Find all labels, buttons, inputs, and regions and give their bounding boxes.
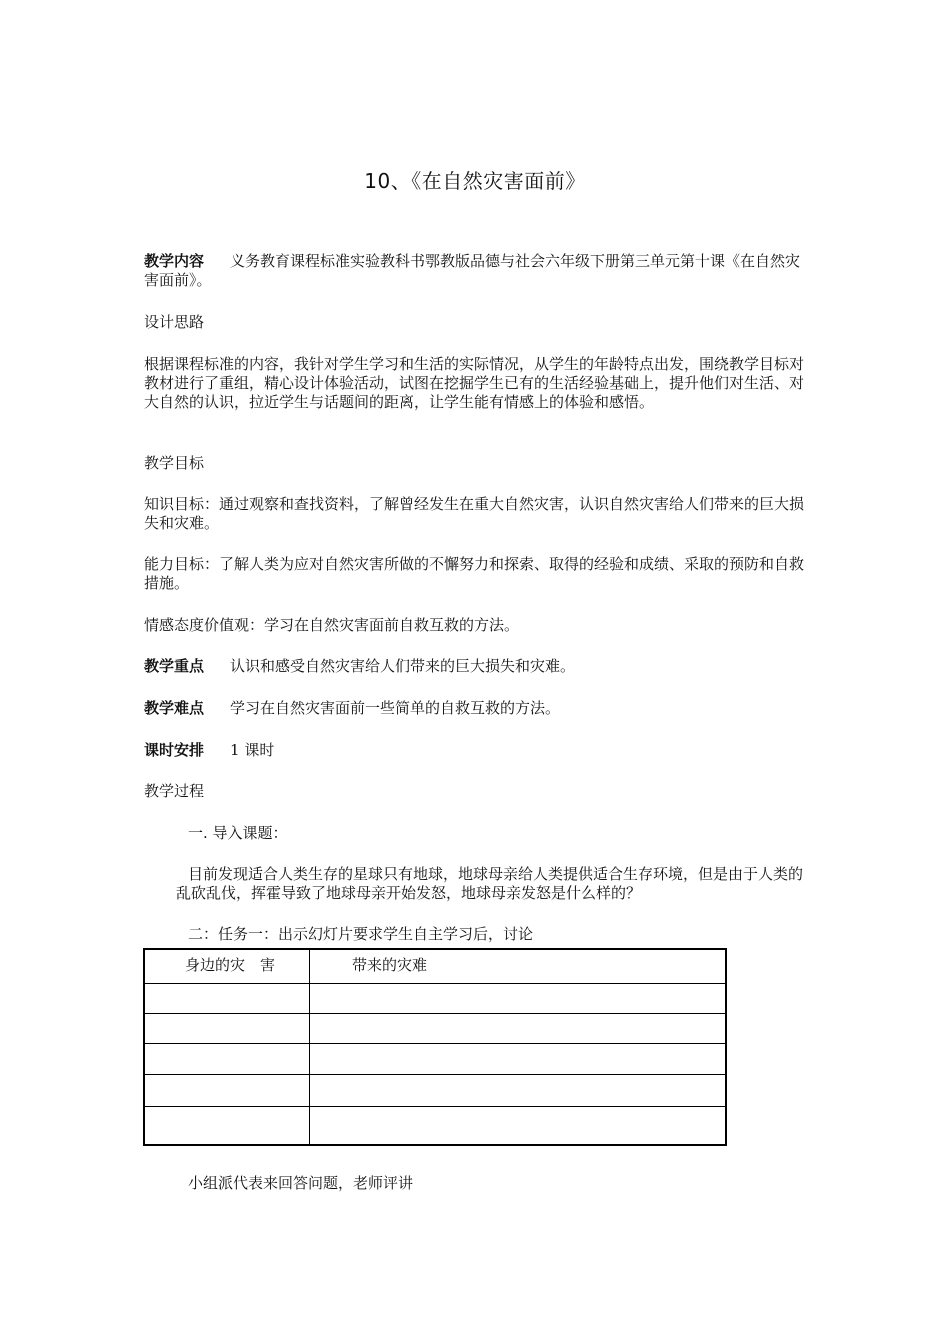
table-cell[interactable] [144, 1013, 310, 1043]
difficulty-text: 学习在自然灾害面前一些简单的自救互救的方法。 [230, 699, 561, 717]
teaching-content-label: 教学内容 [144, 252, 205, 270]
key-point [144, 657, 809, 676]
step1-heading: 一. 导入课题： [188, 824, 288, 842]
table-cell[interactable] [310, 983, 727, 1013]
table-header-disaster: 身边的灾 害 [185, 956, 276, 974]
table-cell[interactable] [144, 1043, 310, 1074]
table-row [144, 1106, 726, 1145]
emotion-goal: 情感态度价值观：学习在自然灾害面前自救互救的方法。 [144, 616, 520, 634]
table-row [144, 1013, 726, 1043]
table-cell[interactable] [144, 983, 310, 1013]
table-cell[interactable] [310, 1013, 727, 1043]
table-cell[interactable] [310, 1043, 727, 1074]
table-header-cell [144, 949, 310, 983]
table-row [144, 1074, 726, 1106]
table-header-cell [310, 949, 727, 983]
document-title: 10、《在自然灾害面前》 [364, 169, 586, 193]
schedule [144, 741, 809, 760]
difficulty-label: 教学难点 [144, 699, 205, 717]
table-cell[interactable] [144, 1074, 310, 1106]
schedule-label: 课时安排 [144, 741, 205, 759]
key-point-label: 教学重点 [144, 657, 205, 675]
table-cell[interactable] [310, 1074, 727, 1106]
key-point-text: 认识和感受自然灾害给人们带来的巨大损失和灾难。 [230, 657, 576, 675]
step2-heading: 二：任务一：出示幻灯片要求学生自主学习后，讨论 [188, 925, 534, 943]
design-label: 设计思路 [144, 313, 205, 331]
difficulty [144, 699, 809, 718]
design-text: 根据课程标准的内容，我针对学生学习和生活的实际情况，从学生的年龄特点出发，围绕教学目标对教材进行了重组，精心设计体验活动，试图在挖掘学生已有的生活经验基础上，提升他们对生活、对大自然的认识，拉近学生与话题间的距离，让学生能有情感上的体验和感悟。 [144, 355, 805, 411]
table-header-row [144, 949, 726, 983]
closing-text: 小组派代表来回答问题，老师评讲 [188, 1174, 414, 1192]
goals-label: 教学目标 [144, 454, 205, 472]
teaching-content-text: 义务教育课程标准实验教科书鄂教版品德与社会六年级下册第三单元第十课《在自然灾害面前》。 [144, 252, 801, 289]
table-row [144, 983, 726, 1013]
knowledge-goal: 知识目标：通过观察和查找资料，了解曾经发生在重大自然灾害，认识自然灾害给人们带来的巨大损失和灾难。 [144, 495, 805, 532]
step1-text: 目前发现适合人类生存的星球只有地球，地球母亲给人类提供适合生存环境，但是由于人类的乱砍乱伐，挥霍导致了地球母亲开始发怒，地球母亲发怒是什么样的？ [176, 865, 804, 902]
table-cell[interactable] [310, 1106, 727, 1145]
ability-goal: 能力目标：了解人类为应对自然灾害所做的不懈努力和探索、取得的经验和成绩、采取的预防和自救措施。 [144, 555, 805, 592]
disaster-table [143, 948, 727, 1146]
table-row [144, 1043, 726, 1074]
schedule-text: 1 课时 [230, 741, 275, 759]
teaching-content [144, 252, 809, 290]
process-label: 教学过程 [144, 782, 205, 800]
table-cell[interactable] [144, 1106, 310, 1145]
table-header-impact: 带来的灾难 [352, 956, 428, 974]
